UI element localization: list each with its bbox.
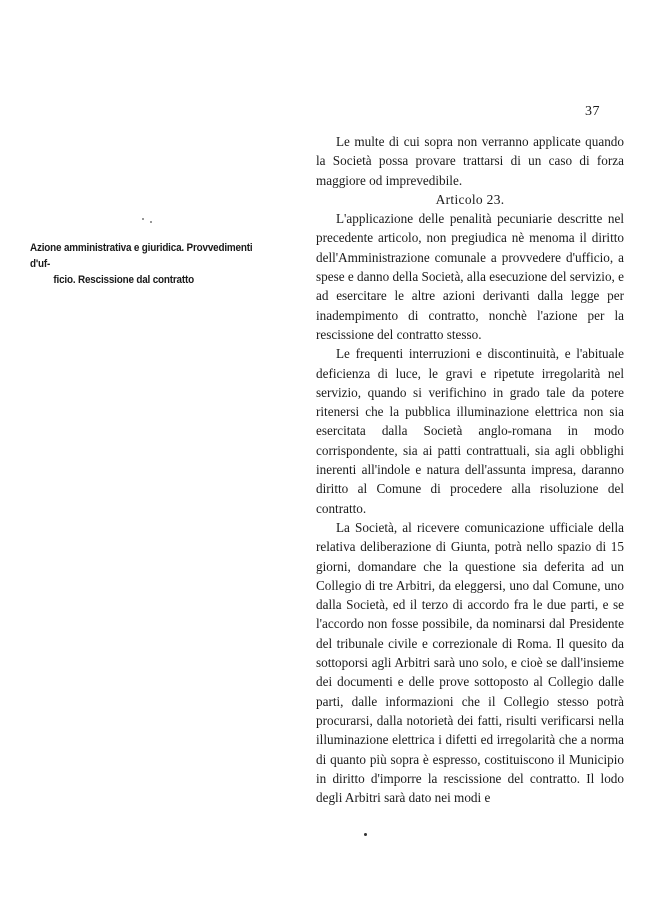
article-heading: Articolo 23. bbox=[435, 191, 505, 207]
paragraph-3: La Società, al ricevere comunicazione ufficiale della relativa deliberazione di Giunta, potrà nello spazio di 15 giorni, domandare che la questione sia deferita ad un Collegio di tre Arbitri, da eleggersi, uno dal Comune, uno dalla Società, ed il terzo di accordo fra le due parti, e se l'accordo non fosse possibile, da nominarsi dal Presidente del tribunale civile e correzionale di Roma. Il quesito da sottoporsi agli Arbitri sarà uno solo, e cioè se dall'insieme dei documenti e delle prove sottoposto al Collegio dalle parti, dalle informazioni che il Collegio stesso potrà procurarsi, dalla notorietà dei fatti, risulti verificarsi nella illuminazione elettrica i difetti ed irregolarità che a norma di quanto più sopra è espresso, costituiscono il Municipio in diritto d'imporre la rescissione del contratto. Il lodo degli Arbitri sarà dato nei modi e bbox=[316, 519, 624, 806]
paragraph-1: L'applicazione delle penalità pecuniarie descritte nel precedente articolo, non pregiudica nè menoma il diritto dell'Amministrazione comunale a provvedere d'ufficio, a spese e danno della Società, alla esecuzione del servizio, e ad esercitare le altre azioni derivanti dalla legge per inadempimento di contratto, nonchè l'azione per la rescissione del contratto stesso. bbox=[316, 211, 624, 342]
paragraph-2: Le frequenti interruzioni e discontinuità, e l'abituale deficienza di luce, le gravi e ripetute irregolarità nel servizio, quando si verifichino in grado tale da potere ritenersi che la pubblica illuminazione elettrica non sia esercitata dalla Società anglo-romana in modo corrispondente, sia ai patti contrattuali, sia agli obblighi inerenti all'indole e natura dell'assunta impresa, daranno diritto al Comune di procedere alla risoluzione del contratto. bbox=[316, 346, 624, 516]
margin-note-line-2: ficio. Rescissione dal contratto bbox=[53, 274, 194, 286]
print-speck bbox=[150, 221, 152, 223]
margin-note-line-1: Azione amministrativa e giuridica. Provvedimenti d'uf- bbox=[30, 242, 253, 270]
body-text bbox=[316, 132, 624, 807]
page-number: 37 bbox=[585, 104, 600, 119]
intro-paragraph: Le multe di cui sopra non verranno applicate quando la Società possa provare trattarsi di un caso di forza maggiore od imprevedibile. bbox=[316, 134, 624, 188]
print-dot bbox=[364, 833, 367, 836]
print-speck bbox=[142, 218, 144, 220]
margin-note bbox=[30, 240, 266, 288]
